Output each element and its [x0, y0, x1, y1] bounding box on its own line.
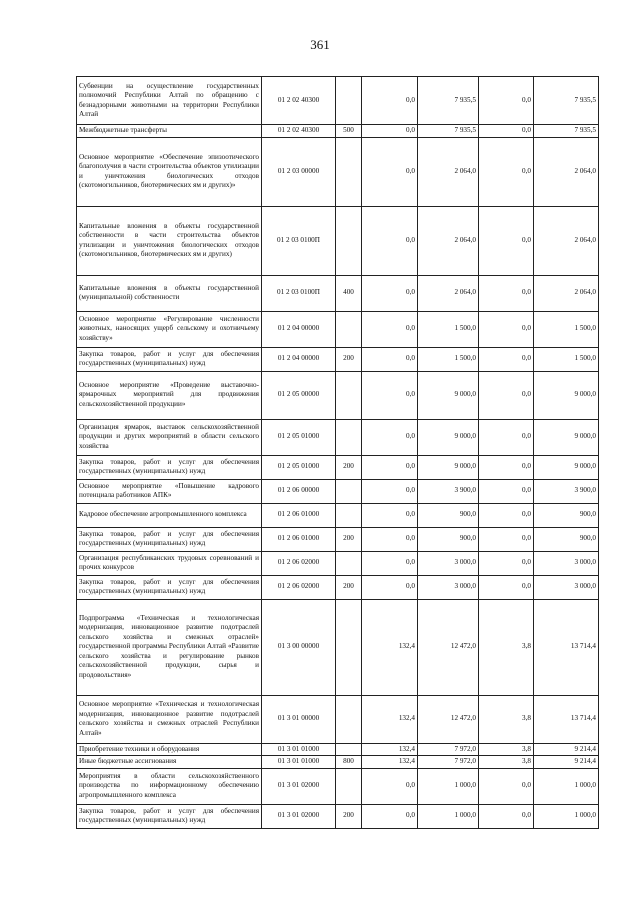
row-value-1-cell: 0,0 — [362, 479, 418, 503]
row-name-cell: Закупка товаров, работ и услуг для обеспечения государственных (муниципальных) нужд — [77, 455, 262, 479]
row-value-3-cell: 3,8 — [479, 599, 534, 695]
row-expense-type-cell — [336, 311, 362, 347]
row-value-4-cell: 7 935,5 — [534, 77, 599, 125]
row-value-1-cell: 132,4 — [362, 599, 418, 695]
row-value-4-cell: 3 000,0 — [534, 551, 599, 575]
table-row — [77, 575, 599, 599]
row-value-1-cell: 0,0 — [362, 371, 418, 419]
row-value-4-cell: 900,0 — [534, 503, 599, 527]
row-value-4-cell: 13 714,4 — [534, 599, 599, 695]
row-value-1-cell: 0,0 — [362, 419, 418, 455]
row-value-4-cell: 1 000,0 — [534, 804, 599, 828]
row-value-3-cell: 0,0 — [479, 527, 534, 551]
row-name-cell: Иные бюджетные ассигнования — [77, 756, 262, 769]
table-row — [77, 768, 599, 804]
row-value-1-cell: 0,0 — [362, 125, 418, 138]
row-value-3-cell: 3,8 — [479, 695, 534, 743]
row-value-1-cell: 0,0 — [362, 575, 418, 599]
row-value-1-cell: 0,0 — [362, 275, 418, 311]
table-row — [77, 275, 599, 311]
table-row — [77, 551, 599, 575]
row-code-cell: 01 3 01 00000 — [262, 695, 336, 743]
row-value-2-cell: 1 000,0 — [418, 768, 479, 804]
row-value-2-cell: 1 000,0 — [418, 804, 479, 828]
table-row — [77, 347, 599, 371]
row-value-3-cell: 3,8 — [479, 756, 534, 769]
table-row — [77, 743, 599, 756]
row-value-4-cell: 3 000,0 — [534, 575, 599, 599]
row-expense-type-cell — [336, 77, 362, 125]
row-value-2-cell: 900,0 — [418, 527, 479, 551]
table-row — [77, 206, 599, 275]
row-value-4-cell: 13 714,4 — [534, 695, 599, 743]
row-value-4-cell: 1 000,0 — [534, 768, 599, 804]
row-name-cell: Капитальные вложения в объекты государственной (муниципальной) собственности — [77, 275, 262, 311]
row-name-cell: Организация республиканских трудовых соревнований и прочих конкурсов — [77, 551, 262, 575]
row-value-1-cell: 0,0 — [362, 347, 418, 371]
row-expense-type-cell: 200 — [336, 575, 362, 599]
row-value-3-cell: 0,0 — [479, 206, 534, 275]
row-value-4-cell: 7 935,5 — [534, 125, 599, 138]
row-value-4-cell: 9 000,0 — [534, 455, 599, 479]
row-value-1-cell: 132,4 — [362, 756, 418, 769]
row-expense-type-cell: 500 — [336, 125, 362, 138]
row-expense-type-cell — [336, 479, 362, 503]
row-name-cell: Закупка товаров, работ и услуг для обеспечения государственных (муниципальных) нужд — [77, 575, 262, 599]
row-code-cell: 01 2 04 00000 — [262, 311, 336, 347]
row-name-cell: Основное мероприятие «Проведение выставочно-ярмарочных мероприятий для продвижения сельскохозяйственной продукции» — [77, 371, 262, 419]
table-row — [77, 599, 599, 695]
row-expense-type-cell — [336, 206, 362, 275]
row-value-2-cell: 3 000,0 — [418, 551, 479, 575]
row-value-2-cell: 7 972,0 — [418, 756, 479, 769]
row-expense-type-cell — [336, 599, 362, 695]
row-code-cell: 01 2 06 01000 — [262, 527, 336, 551]
row-value-2-cell: 7 935,5 — [418, 77, 479, 125]
row-value-3-cell: 0,0 — [479, 575, 534, 599]
table-row — [77, 77, 599, 125]
row-name-cell: Основное мероприятие «Повышение кадрового потенциала работников АПК» — [77, 479, 262, 503]
row-value-1-cell: 0,0 — [362, 768, 418, 804]
row-expense-type-cell: 200 — [336, 347, 362, 371]
row-code-cell: 01 2 06 01000 — [262, 503, 336, 527]
row-code-cell: 01 3 01 02000 — [262, 804, 336, 828]
row-code-cell: 01 2 02 40300 — [262, 77, 336, 125]
table-row — [77, 311, 599, 347]
row-value-4-cell: 1 500,0 — [534, 311, 599, 347]
row-value-1-cell: 0,0 — [362, 551, 418, 575]
row-name-cell: Основное мероприятие «Техническая и технологическая модернизация, инновационное развитие подотраслей сельского хозяйства и смежных отраслей Республики Алтай» — [77, 695, 262, 743]
row-value-1-cell: 132,4 — [362, 743, 418, 756]
row-value-2-cell: 9 000,0 — [418, 455, 479, 479]
row-value-3-cell: 0,0 — [479, 311, 534, 347]
table-row — [77, 479, 599, 503]
table-row — [77, 455, 599, 479]
table-row — [77, 125, 599, 138]
row-name-cell: Организация ярмарок, выставок сельскохозяйственной продукции и других мероприятий в области сельского хозяйства — [77, 419, 262, 455]
row-name-cell: Кадровое обеспечение агропромышленного комплекса — [77, 503, 262, 527]
row-value-3-cell: 0,0 — [479, 768, 534, 804]
budget-table-body — [77, 77, 599, 829]
row-value-3-cell: 0,0 — [479, 455, 534, 479]
row-code-cell: 01 3 01 01000 — [262, 756, 336, 769]
row-value-4-cell: 9 214,4 — [534, 756, 599, 769]
row-name-cell: Подпрограмма «Техническая и технологическая модернизация, инновационное развитие подотраслей сельского хозяйства и смежных отраслей» государственной программы Республики Алтай «Развитие сельского хозяйства и регулирование рынков сельскохозяйственной продукции, сырья и продовольствия» — [77, 599, 262, 695]
row-value-2-cell: 12 472,0 — [418, 599, 479, 695]
row-code-cell: 01 3 01 02000 — [262, 768, 336, 804]
table-row — [77, 804, 599, 828]
row-value-3-cell: 0,0 — [479, 804, 534, 828]
row-value-3-cell: 0,0 — [479, 371, 534, 419]
row-value-2-cell: 1 500,0 — [418, 311, 479, 347]
row-value-1-cell: 0,0 — [362, 77, 418, 125]
row-expense-type-cell — [336, 768, 362, 804]
row-value-2-cell: 3 900,0 — [418, 479, 479, 503]
row-value-4-cell: 3 900,0 — [534, 479, 599, 503]
table-row — [77, 527, 599, 551]
row-value-3-cell: 0,0 — [479, 551, 534, 575]
row-code-cell: 01 2 03 0100П — [262, 206, 336, 275]
row-expense-type-cell — [336, 743, 362, 756]
row-value-1-cell: 0,0 — [362, 804, 418, 828]
row-value-4-cell: 9 000,0 — [534, 419, 599, 455]
row-expense-type-cell: 800 — [336, 756, 362, 769]
row-value-2-cell: 2 064,0 — [418, 206, 479, 275]
row-value-3-cell: 0,0 — [479, 419, 534, 455]
row-value-2-cell: 7 972,0 — [418, 743, 479, 756]
row-name-cell: Закупка товаров, работ и услуг для обеспечения государственных (муниципальных) нужд — [77, 527, 262, 551]
row-value-1-cell: 0,0 — [362, 527, 418, 551]
row-expense-type-cell — [336, 419, 362, 455]
page-number: 361 — [310, 37, 330, 52]
row-value-1-cell: 0,0 — [362, 503, 418, 527]
row-value-2-cell: 12 472,0 — [418, 695, 479, 743]
row-value-1-cell: 0,0 — [362, 311, 418, 347]
row-value-2-cell: 2 064,0 — [418, 275, 479, 311]
row-value-4-cell: 2 064,0 — [534, 137, 599, 206]
row-value-2-cell: 9 000,0 — [418, 371, 479, 419]
row-expense-type-cell — [336, 695, 362, 743]
row-value-3-cell: 3,8 — [479, 743, 534, 756]
row-value-4-cell: 9 000,0 — [534, 371, 599, 419]
row-code-cell: 01 2 05 01000 — [262, 455, 336, 479]
row-expense-type-cell — [336, 137, 362, 206]
row-expense-type-cell — [336, 371, 362, 419]
row-name-cell: Субвенции на осуществление государственных полномочий Республики Алтай по обращению с безнадзорными животными на территории Республики Алтай — [77, 77, 262, 125]
row-value-4-cell: 900,0 — [534, 527, 599, 551]
row-name-cell: Мероприятия в области сельскохозяйственного производства по информационному обеспечению агропромышленного комплекса — [77, 768, 262, 804]
row-value-2-cell: 3 000,0 — [418, 575, 479, 599]
row-code-cell: 01 2 02 40300 — [262, 125, 336, 138]
row-value-2-cell: 1 500,0 — [418, 347, 479, 371]
table-row — [77, 419, 599, 455]
row-name-cell: Приобретение техники и оборудования — [77, 743, 262, 756]
budget-table — [76, 76, 599, 829]
row-name-cell: Межбюджетные трансферты — [77, 125, 262, 138]
row-value-3-cell: 0,0 — [479, 275, 534, 311]
row-value-4-cell: 2 064,0 — [534, 206, 599, 275]
row-code-cell: 01 3 00 00000 — [262, 599, 336, 695]
row-value-2-cell: 9 000,0 — [418, 419, 479, 455]
row-code-cell: 01 3 01 01000 — [262, 743, 336, 756]
row-value-4-cell: 9 214,4 — [534, 743, 599, 756]
row-value-3-cell: 0,0 — [479, 479, 534, 503]
row-expense-type-cell: 200 — [336, 455, 362, 479]
row-code-cell: 01 2 05 01000 — [262, 419, 336, 455]
row-code-cell: 01 2 05 00000 — [262, 371, 336, 419]
row-expense-type-cell — [336, 503, 362, 527]
table-row — [77, 756, 599, 769]
row-value-3-cell: 0,0 — [479, 347, 534, 371]
row-value-1-cell: 132,4 — [362, 695, 418, 743]
row-value-4-cell: 2 064,0 — [534, 275, 599, 311]
table-row — [77, 503, 599, 527]
row-code-cell: 01 2 03 00000 — [262, 137, 336, 206]
row-expense-type-cell: 200 — [336, 527, 362, 551]
row-code-cell: 01 2 06 00000 — [262, 479, 336, 503]
row-code-cell: 01 2 06 02000 — [262, 551, 336, 575]
table-row — [77, 371, 599, 419]
row-value-3-cell: 0,0 — [479, 503, 534, 527]
row-code-cell: 01 2 04 00000 — [262, 347, 336, 371]
row-expense-type-cell: 400 — [336, 275, 362, 311]
table-row — [77, 695, 599, 743]
row-name-cell: Закупка товаров, работ и услуг для обеспечения государственных (муниципальных) нужд — [77, 347, 262, 371]
row-expense-type-cell: 200 — [336, 804, 362, 828]
row-name-cell: Основное мероприятие «Обеспечение эпизоотического благополучия в части строительства объектов утилизации и уничтожения биологических отходов (скотомогильников, биотермических ям и других)» — [77, 137, 262, 206]
row-value-3-cell: 0,0 — [479, 77, 534, 125]
row-name-cell: Капитальные вложения в объекты государственной собственности в части строительства объектов утилизации и уничтожения биологических отходов (скотомогильников, биотермических ям и других) — [77, 206, 262, 275]
row-value-2-cell: 2 064,0 — [418, 137, 479, 206]
row-code-cell: 01 2 06 02000 — [262, 575, 336, 599]
row-value-1-cell: 0,0 — [362, 455, 418, 479]
row-value-2-cell: 900,0 — [418, 503, 479, 527]
row-name-cell: Закупка товаров, работ и услуг для обеспечения государственных (муниципальных) нужд — [77, 804, 262, 828]
row-name-cell: Основное мероприятие «Регулирование численности животных, наносящих ущерб сельскому и охотничьему хозяйству» — [77, 311, 262, 347]
row-value-2-cell: 7 935,5 — [418, 125, 479, 138]
table-row — [77, 137, 599, 206]
row-value-1-cell: 0,0 — [362, 206, 418, 275]
row-expense-type-cell — [336, 551, 362, 575]
row-value-3-cell: 0,0 — [479, 125, 534, 138]
row-code-cell: 01 2 03 0100П — [262, 275, 336, 311]
row-value-4-cell: 1 500,0 — [534, 347, 599, 371]
row-value-3-cell: 0,0 — [479, 137, 534, 206]
row-value-1-cell: 0,0 — [362, 137, 418, 206]
